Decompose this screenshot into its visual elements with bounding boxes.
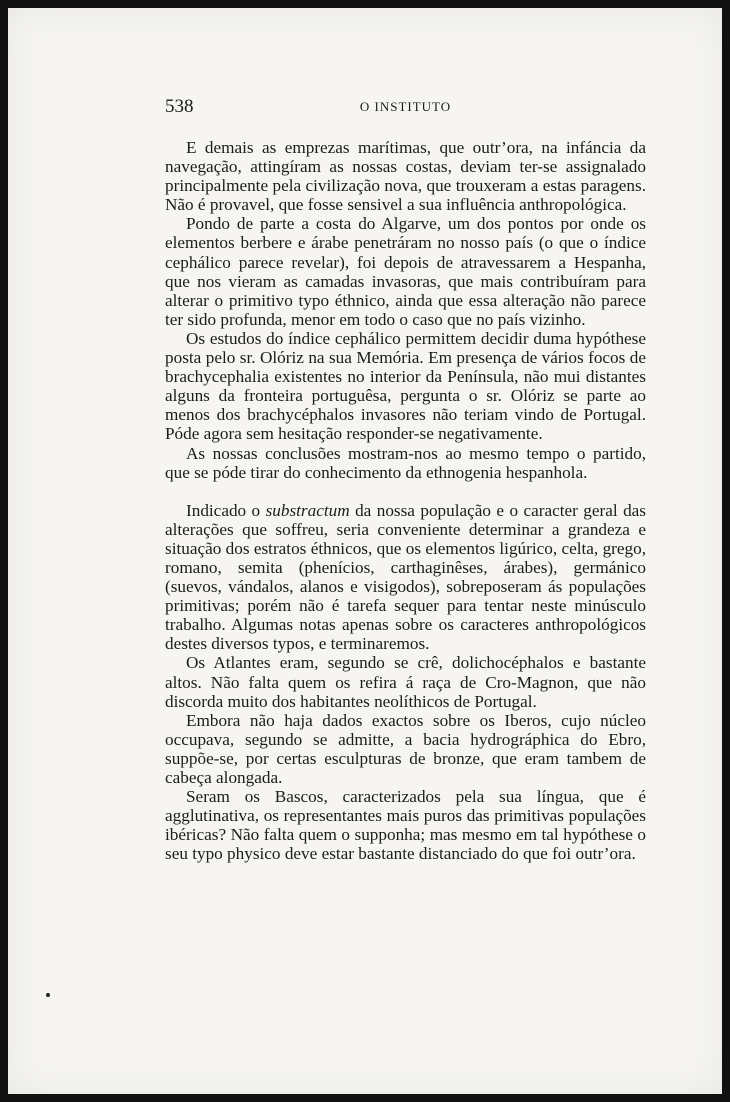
paragraph: Os estudos do índice cephálico permittem decidir duma hypóthese posta pelo sr. Olóriz na sua Memória. Em presença de vários focos de brachycephalia existentes no interior da Península, não mui distantes alguns da fronteira portuguêsa, pergunta o sr. Olóriz se parte ao menos dos brachycéphalos invasores não teriam vindo de Portugal. Póde agora sem hesitação responder-se negativamente.: [165, 328, 646, 444]
body-text: [165, 138, 646, 863]
page-header: [165, 96, 646, 120]
book-page: [8, 8, 722, 1094]
text-run: da nossa população e o caracter geral das alterações que soffreu, seria conveniente determinar a grandeza e situação dos estratos éthnicos, que os elementos ligúrico, celta, grego, romano, semita (phenícios, carthaginêses, árabes), germánico (suevos, vándalos, alanos e visigodos), sobreposeram ás populações primitivas; porém não é tarefa sequer para tentar neste minúsculo trabalho. Algumas notas apenas sobre os caracteres anthropológicos destes diversos typos, e terminaremos.: [165, 500, 646, 654]
paragraph: [165, 501, 646, 654]
paragraph: Pondo de parte a costa do Algarve, um dos pontos por onde os elementos berbere e árabe penetráram no nosso país (o que o índice cephálico parece revelar), foi depois de atravessarem a Hespanha, que nos vieram as camadas invasoras, que mais contribuíram para alterar o primitivo typo éthnico, ainda que essa alteração não parece ter sido profunda, menor em todo o caso que no país vizinho.: [165, 214, 646, 329]
ink-speck: [46, 993, 50, 997]
page-number: 538: [165, 96, 194, 117]
paragraph: As nossas conclusões mostram-nos ao mesmo tempo o partido, que se póde tirar do conhecimento da ethnogenia hespanhola.: [165, 443, 646, 482]
paragraph: Seram os Bascos, caracterizados pela sua língua, que é agglutinativa, os representantes mais puros das primitivas populações ibéricas? Não falta quem o supponha; mas mesmo em tal hypóthese o seu typo physico deve estar bastante distanciado do que foi outr’ora.: [165, 787, 646, 864]
paragraph: Os Atlantes eram, segundo se crê, dolichocéphalos e bastante altos. Não falta quem os refira á raça de Cro-Magnon, que não discorda muito dos habitantes neolíthicos de Portugal.: [165, 653, 646, 711]
running-title: O INSTITUTO: [359, 99, 452, 114]
italic-term: substractum: [265, 500, 350, 520]
paragraph: E demais as emprezas marítimas, que outr’ora, na infáncia da navegação, attingíram as nossas costas, deviam ter-se assignalado principalmente pela civilização nova, que trouxeram a estas paragens. Não é provavel, que fosse sensivel a sua influência anthropológica.: [165, 138, 646, 215]
paragraph: Embora não haja dados exactos sobre os Iberos, cujo núcleo occupava, segundo se admitte, a bacia hydrográphica do Ebro, suppõe-se, por certas esculpturas de bronze, que eram tambem de cabeça alongada.: [165, 710, 646, 787]
text-run: Indicado o: [186, 500, 266, 520]
